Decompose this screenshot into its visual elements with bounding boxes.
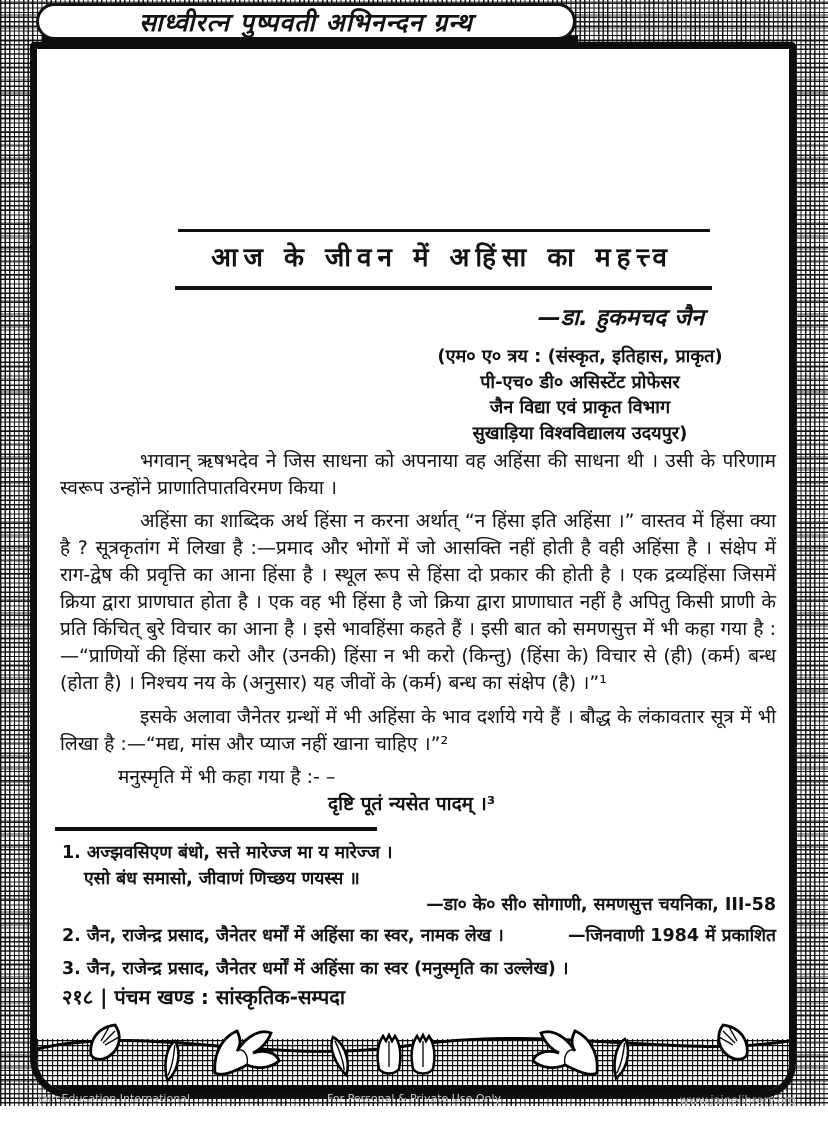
article-body — [60, 448, 776, 818]
footnote-divider — [55, 827, 377, 831]
article-title: आज के जीवन में अहिंसा का महत्त्व — [211, 243, 673, 273]
paragraph-1: भगवान् ऋषभदेव ने जिस साधना को अपनाया वह अहिंसा की साधना थी । उसी के परिणाम स्वरूप उन्होंने प्राणातिपातविरमण किया । — [60, 450, 776, 499]
bottom-margin — [0, 1106, 828, 1122]
footnote-2-text: 2. जैन, राजेन्द्र प्रसाद, जैनेतर धर्मों में अहिंसा का स्वर, नामक लेख । — [62, 926, 504, 946]
footnote-1-line-2: एसो बंध समासो, जीवाणं णिच्छय णयस्स ॥ — [84, 869, 360, 889]
footnote-2-source: —जिनवाणी 1984 में प्रकाशित — [568, 926, 776, 946]
credential-line-4: सुखाड़िया विश्वविद्यालय उदयपुर) — [472, 422, 688, 444]
author-credentials — [378, 344, 782, 446]
watermark-left: Jain Education International — [38, 1092, 190, 1105]
footnotes-section — [62, 840, 776, 982]
credential-line-3: जैन विद्या एवं प्राकृत विभाग — [489, 397, 671, 418]
paragraph-4: मनुस्मृति में भी कहा गया है :- – — [118, 766, 336, 788]
author-byline: —डा. हुकमचद जैन — [537, 305, 704, 331]
paragraph-2: अहिंसा का शाब्दिक अर्थ हिंसा न करना अर्थात् “न हिंसा इति अहिंसा ।” वास्तव में हिंसा क्या है ? सूत्रकृतांग में लिखा है :—प्रमाद और भोगों में जो आसक्ति नहीं होती है वही अहिंसा है । संक्षेप में राग-द्वेष की प्रवृत्ति का आना हिंसा है । स्थूल रूप से हिंसा दो प्रकार की होती है । एक द्रव्यहिंसा जिसमें क्रिया द्वारा प्राणघात होता है । एक वह भी हिंसा है जो क्रिया द्वारा प्राणाघात नहीं है अपितु किसी प्राणी के प्रति किंचित् बुरे विचार का आना है । इसे भावहिंसा कहते हैं । इसी बात को समणसुत्त में भी कहा गया है :—“प्राणियों की हिंसा करो और (उनकी) हिंसा न भी करो (किन्तु) (हिंसा के) विचार से (ही) (कर्म) बन्ध (होता है) । निश्चय नय के (अनुसार) यह जीवों के (कर्म) बन्ध का संक्षेप (है) ।”¹ — [60, 510, 776, 694]
page-number-and-section-label: २१८ | पंचम खण्ड : सांस्कृतिक-सम्पदा — [62, 985, 346, 1009]
title-rule-bottom — [175, 286, 712, 290]
footnote-3-text: 3. जैन, राजेन्द्र प्रसाद, जैनेतर धर्मों में अहिंसा का स्वर (मनुस्मृति का उल्लेख) । — [62, 959, 569, 979]
watermark-right: www.jainelibrary.org — [679, 1093, 796, 1107]
watermark-center: For Personal & Private Use Only — [326, 1092, 502, 1105]
footnote-1-line-1: 1. अज्झवसिएण बंधो, सत्ते मारेज्ज मा य मारेज्ज । — [62, 843, 393, 863]
header-banner — [36, 3, 576, 40]
book-title: साध्वीरत्न पुष्पवती अभिनन्दन ग्रन्थ — [139, 7, 473, 37]
credential-line-2: पी-एच० डी० असिस्टेंट प्रोफेसर — [480, 371, 680, 393]
title-rule-top — [178, 229, 710, 232]
footnote-1-source: —डा० के० सी० सोगाणी, समणसुत्त चयनिका, III-58 — [426, 895, 776, 915]
credential-line-1: (एम० ए० त्रय : (संस्कृत, इतिहास, प्राकृत) — [437, 346, 723, 367]
paragraph-3: इसके अलावा जैनेतर ग्रन्थों में भी अहिंसा के भाव दर्शाये गये हैं । बौद्ध के लंकावतार सूत्र में भी लिखा है :—“मद्य, मांस और प्याज नहीं खाना चाहिए ।”² — [60, 706, 776, 755]
floral-border-illustration — [37, 1015, 789, 1091]
verse-quote: दृष्टि पूतं न्यसेत पादम् ।³ — [328, 793, 496, 815]
footnote-2 — [62, 923, 776, 949]
